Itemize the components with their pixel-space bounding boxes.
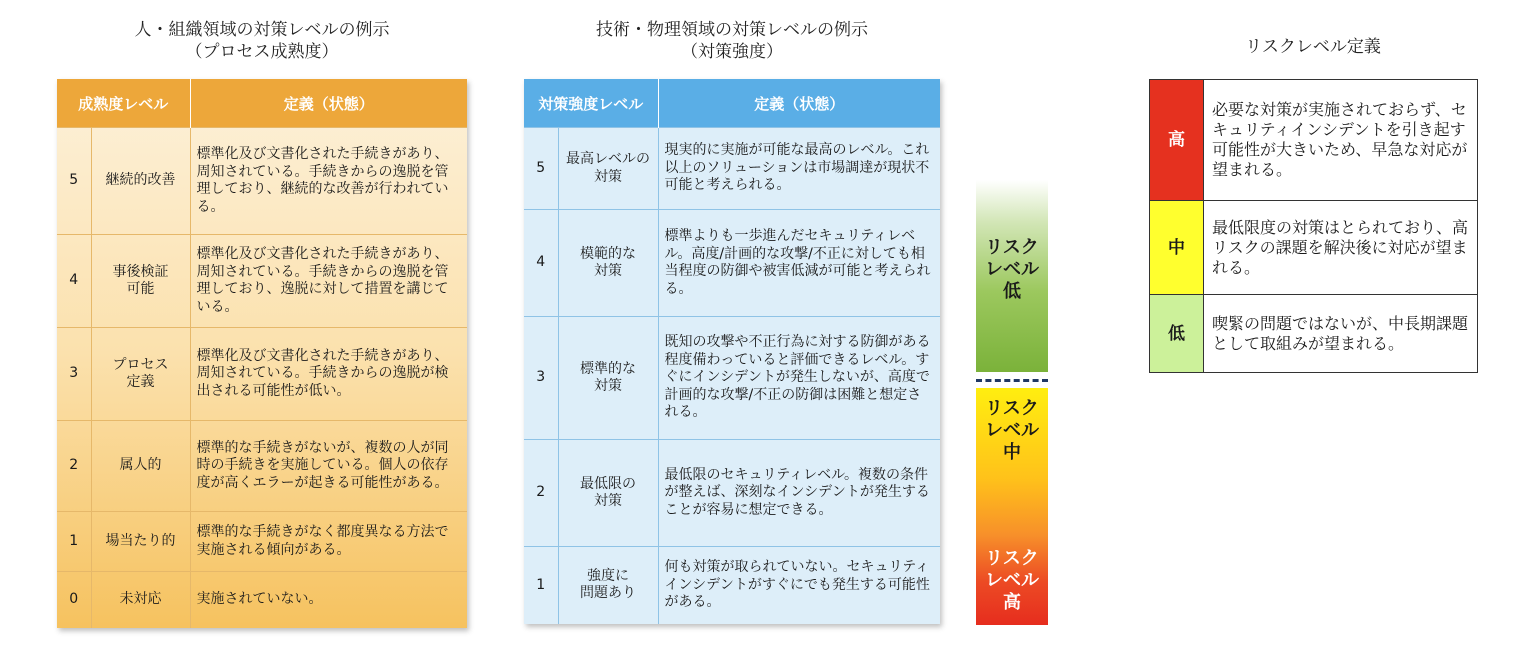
table-row bbox=[1150, 295, 1478, 373]
org-panel-title bbox=[57, 19, 467, 63]
level-definition: 標準的な手続きがなく都度異なる方法で実施される傾向がある。 bbox=[190, 512, 467, 572]
level-name: 事後検証 可能 bbox=[91, 235, 190, 328]
tech-panel-title bbox=[524, 19, 940, 63]
table-row bbox=[524, 547, 940, 624]
risk-key-low: 低 bbox=[1150, 295, 1204, 373]
level-number: 3 bbox=[57, 328, 91, 421]
level-number: 1 bbox=[57, 512, 91, 572]
tech-panel-title-line2: （対策強度） bbox=[681, 42, 783, 62]
level-name: 未対応 bbox=[91, 572, 190, 628]
level-number: 4 bbox=[57, 235, 91, 328]
risk-label-high bbox=[976, 548, 1048, 614]
level-number: 2 bbox=[524, 440, 558, 547]
tech-strength-table bbox=[524, 79, 940, 624]
level-definition: 標準よりも一歩進んだセキュリティレベル。高度/計画的な攻撃/不正に対しても相当程度の防御や被害低減が可能と考えられる。 bbox=[658, 210, 940, 317]
risk-definition-table bbox=[1149, 79, 1478, 373]
risk-definition-text: 必要な対策が実施されておらず、セキュリティインシデントを引き起す可能性が大きいため、早急な対応が望まれる。 bbox=[1204, 80, 1478, 201]
risk-label-mid-line2: レベル bbox=[985, 420, 1039, 441]
risk-label-low bbox=[976, 237, 1048, 303]
risk-divider bbox=[976, 379, 1048, 382]
level-name: 強度に 問題あり bbox=[558, 547, 658, 624]
org-table-header-row bbox=[57, 79, 467, 128]
level-name: 場当たり的 bbox=[91, 512, 190, 572]
risk-key-mid: 中 bbox=[1150, 201, 1204, 295]
level-name: 模範的な 対策 bbox=[558, 210, 658, 317]
level-definition: 既知の攻撃や不正行為に対する防御がある程度備わっていると評価できるレベル。すぐにインシデントが発生しないが、高度で計画的な攻撃/不正の防御は困難と想定される。 bbox=[658, 317, 940, 440]
risk-label-mid bbox=[976, 398, 1048, 464]
table-row bbox=[57, 572, 467, 628]
org-panel-title-line2: （プロセス成熟度） bbox=[185, 42, 339, 62]
table-row bbox=[524, 210, 940, 317]
risk-definition-text: 最低限度の対策はとられており、高リスクの課題を解決後に対応が望まれる。 bbox=[1204, 201, 1478, 295]
level-definition: 標準化及び文書化された手続きがあり、周知されている。手続きからの逸脱を管理しており、継続的な改善が行われている。 bbox=[190, 128, 467, 235]
risk-label-high-line2: レベル bbox=[985, 570, 1039, 591]
level-number: 3 bbox=[524, 317, 558, 440]
risk-definition-title: リスクレベル定義 bbox=[1245, 37, 1381, 57]
level-name: 最高レベルの 対策 bbox=[558, 128, 658, 210]
table-row bbox=[57, 328, 467, 421]
table-row bbox=[524, 317, 940, 440]
risk-label-low-line3: 低 bbox=[1003, 281, 1021, 302]
risk-label-high-line3: 高 bbox=[1003, 592, 1021, 613]
table-row bbox=[1150, 80, 1478, 201]
level-name: プロセス 定義 bbox=[91, 328, 190, 421]
level-number: 2 bbox=[57, 421, 91, 512]
tech-header-definition: 定義（状態） bbox=[658, 79, 940, 128]
level-number: 1 bbox=[524, 547, 558, 624]
level-number: 5 bbox=[524, 128, 558, 210]
level-definition: 標準的な手続きがないが、複数の人が同時の手続きを実施している。個人の依存度が高くエラーが起きる可能性がある。 bbox=[190, 421, 467, 512]
table-row bbox=[57, 421, 467, 512]
level-number: 4 bbox=[524, 210, 558, 317]
table-row bbox=[57, 128, 467, 235]
level-definition: 標準化及び文書化された手続きがあり、周知されている。手続きからの逸脱を管理しており、逸脱に対して措置を講じている。 bbox=[190, 235, 467, 328]
table-row bbox=[57, 235, 467, 328]
org-header-definition: 定義（状態） bbox=[190, 79, 467, 128]
risk-key-high: 高 bbox=[1150, 80, 1204, 201]
tech-panel-title-line1: 技術・物理領域の対策レベルの例示 bbox=[596, 20, 868, 40]
org-header-level: 成熟度レベル bbox=[57, 79, 190, 128]
risk-label-mid-line1: リスク bbox=[985, 398, 1039, 419]
level-name: 標準的な 対策 bbox=[558, 317, 658, 440]
level-name: 継続的改善 bbox=[91, 128, 190, 235]
risk-label-high-line1: リスク bbox=[985, 548, 1039, 569]
risk-label-low-line2: レベル bbox=[985, 259, 1039, 280]
risk-definition-text: 喫緊の問題ではないが、中長期課題として取組みが望まれる。 bbox=[1204, 295, 1478, 373]
risk-label-low-line1: リスク bbox=[985, 237, 1039, 258]
tech-table-header-row bbox=[524, 79, 940, 128]
tech-header-level: 対策強度レベル bbox=[524, 79, 658, 128]
level-number: 0 bbox=[57, 572, 91, 628]
level-definition: 現実的に実施が可能な最高のレベル。これ以上のソリューションは市場調達が現状不可能と考えられる。 bbox=[658, 128, 940, 210]
level-name: 属人的 bbox=[91, 421, 190, 512]
level-definition: 何も対策が取られていない。セキュリティインシデントがすぐにでも発生する可能性がある。 bbox=[658, 547, 940, 624]
level-definition: 実施されていない。 bbox=[190, 572, 467, 628]
table-row bbox=[1150, 201, 1478, 295]
level-definition: 標準化及び文書化された手続きがあり、周知されている。手続きからの逸脱が検出される可能性が低い。 bbox=[190, 328, 467, 421]
org-panel-title-line1: 人・組織領域の対策レベルの例示 bbox=[134, 20, 390, 40]
level-definition: 最低限のセキュリティレベル。複数の条件が整えば、深刻なインシデントが発生することが容易に想定できる。 bbox=[658, 440, 940, 547]
table-row bbox=[57, 512, 467, 572]
org-maturity-table bbox=[57, 79, 467, 628]
level-number: 5 bbox=[57, 128, 91, 235]
risk-label-mid-line3: 中 bbox=[1003, 442, 1021, 463]
level-name: 最低限の 対策 bbox=[558, 440, 658, 547]
table-row bbox=[524, 128, 940, 210]
table-row bbox=[524, 440, 940, 547]
